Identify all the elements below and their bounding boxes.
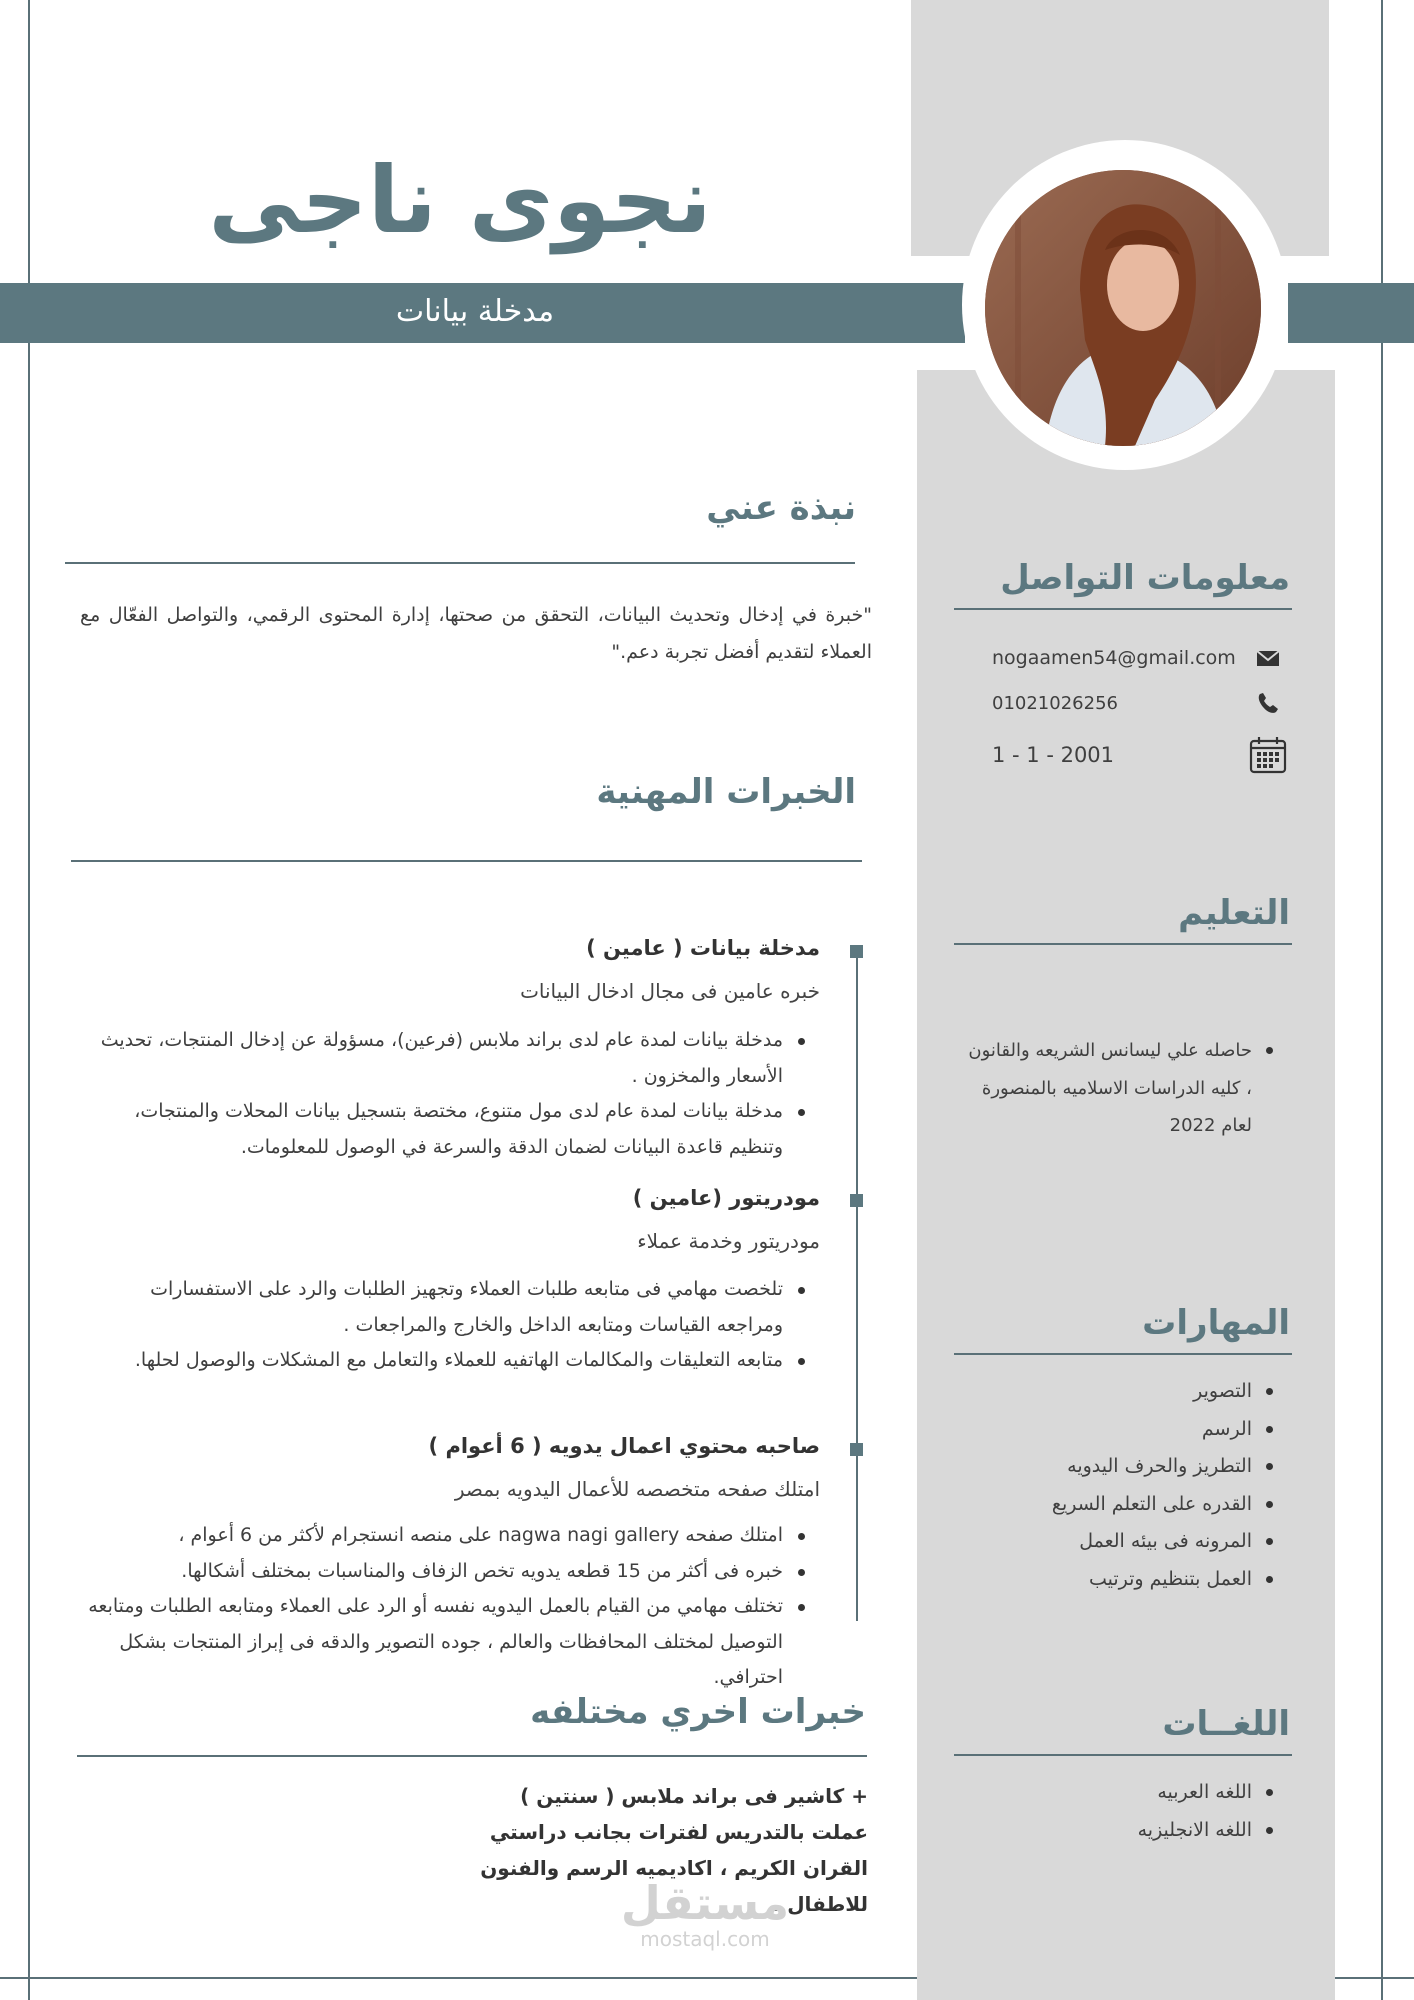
list-item: امتلك صفحه nagwa nagi gallery على منصه انستجرام لأكثر من 6 أعوام ، [86, 1518, 783, 1554]
contact-birth-row [992, 735, 1282, 775]
watermark [615, 1878, 795, 1950]
title-band-right [1288, 283, 1414, 343]
list-item: تلخصت مهامي فى متابعه طلبات العملاء وتجهيز الطلبات والرد على الاستفسارات ومراجعه القياسات ومتابعه الداخل والخارج والمراجعات . [86, 1272, 783, 1343]
job-bullets [86, 1023, 816, 1165]
contact-phone-row [992, 684, 1282, 724]
skills-list [960, 1373, 1280, 1598]
list-item: حاصله علي ليسانس الشريعه والقانون ، كليه الدراسات الاسلاميه بالمنصورة لعام 2022 [960, 1032, 1252, 1145]
job-title: صاحبه محتوي اعمال يدويه ( 6 أعوام ) [428, 1434, 820, 1458]
birth-date: 1 - 1 - 2001 [992, 743, 1115, 767]
list-item: القران الكريم ، اكاديميه الرسم والفنون [480, 1856, 868, 1880]
timeline-marker [850, 945, 863, 958]
list-item: اللغه العربيه [960, 1774, 1252, 1812]
languages-divider [954, 1754, 1292, 1756]
contact-heading: معلومات التواصل [1000, 558, 1290, 598]
timeline-marker [850, 1443, 863, 1456]
list-item: التطريز والحرف اليدويه [960, 1448, 1252, 1486]
watermark-site: mostaql.com [640, 1927, 770, 1951]
list-item: تختلف مهامي من القيام بالعمل اليدويه نفسه أو الرد على العملاء ومتابعه الطلبات ومتابعه التوصيل لمختلف المحافظات والعالم ، جوده التصوير والدقه فى إبراز المنتجات بشكل احترافي. [86, 1589, 783, 1696]
experience-heading: الخبرات المهنية [596, 772, 856, 812]
list-item: مدخلة بيانات لمدة عام لدى مول متنوع، مختصة بتسجيل بيانات المحلات والمنتجات، وتنظيم قاعدة البيانات لضمان الدقة والسرعة في الوصول للمعلومات. [86, 1094, 783, 1165]
job-title-banner: مدخلة بيانات [395, 294, 555, 329]
list-item: القدره على التعلم السريع [960, 1486, 1252, 1524]
skills-divider [954, 1353, 1292, 1355]
watermark-brand: مستقل [620, 1876, 790, 1930]
list-item: اللغه الانجليزيه [960, 1812, 1252, 1850]
list-item: مدخلة بيانات لمدة عام لدى براند ملابس (فرعين)، مسؤولة عن إدخال المنتجات، تحديث الأسعار والمخزون . [86, 1023, 783, 1094]
list-item: خبره فى أكثر من 15 قطعه يدويه تخص الزفاف والمناسبات بمختلف أشكالها. [86, 1554, 783, 1590]
other-divider [77, 1755, 867, 1757]
person-name: نجوى ناجى [208, 147, 712, 254]
about-divider [65, 562, 855, 564]
education-divider [954, 943, 1292, 945]
experience-divider [71, 860, 862, 862]
education-heading: التعليم [1178, 893, 1290, 933]
list-item: متابعه التعليقات والمكالمات الهاتفيه للعملاء والتعامل مع المشكلات والوصول لحلها. [86, 1343, 783, 1379]
languages-heading: اللغــات [1162, 1704, 1290, 1744]
about-text: "خبرة في إدخال وتحديث البيانات، التحقق من صحتها، إدارة المحتوى الرقمي، والتواصل الفعّال مع العملاء لتقديم أفضل تجربة دعم." [80, 604, 872, 663]
envelope-icon [1254, 644, 1282, 672]
timeline-marker [850, 1194, 863, 1207]
contact-email[interactable]: nogaamen54@gmail.com [992, 647, 1236, 669]
list-item: المرونه فى بيئه العمل [960, 1523, 1252, 1561]
job-title: مودريتور (عامين ) [632, 1186, 820, 1210]
list-item: للاطفال . [772, 1892, 868, 1916]
about-heading: نبذة عني [706, 488, 856, 528]
contact-divider [954, 608, 1292, 610]
job-bullets [86, 1518, 816, 1696]
job-subtitle: امتلك صفحه متخصصه للأعمال اليدويه بمصر [454, 1477, 820, 1501]
job-title: مدخلة بيانات ( عامين ) [586, 936, 820, 960]
list-item: + كاشير فى براند ملابس ( سنتين ) [520, 1784, 868, 1808]
job-subtitle: خبره عامين فى مجال ادخال البيانات [520, 979, 820, 1003]
job-bullets [86, 1272, 816, 1379]
calendar-icon [1248, 735, 1288, 775]
contact-phone[interactable]: 01021026256 [992, 693, 1118, 714]
experience-timeline [856, 951, 858, 1621]
contact-email-row [992, 638, 1282, 678]
list-item: العمل بتنظيم وترتيب [960, 1561, 1252, 1599]
list-item: الرسم [960, 1411, 1252, 1449]
phone-icon [1254, 690, 1282, 718]
list-item: التصوير [960, 1373, 1252, 1411]
skills-heading: المهارات [1142, 1303, 1290, 1343]
avatar [985, 170, 1261, 446]
education-list [960, 1032, 1280, 1145]
list-item: عملت بالتدريس لفترات بجانب دراستي [489, 1820, 868, 1844]
languages-list [960, 1774, 1280, 1849]
other-experience-heading: خبرات اخري مختلفه [530, 1692, 866, 1732]
job-subtitle: مودريتور وخدمة عملاء [637, 1229, 820, 1253]
